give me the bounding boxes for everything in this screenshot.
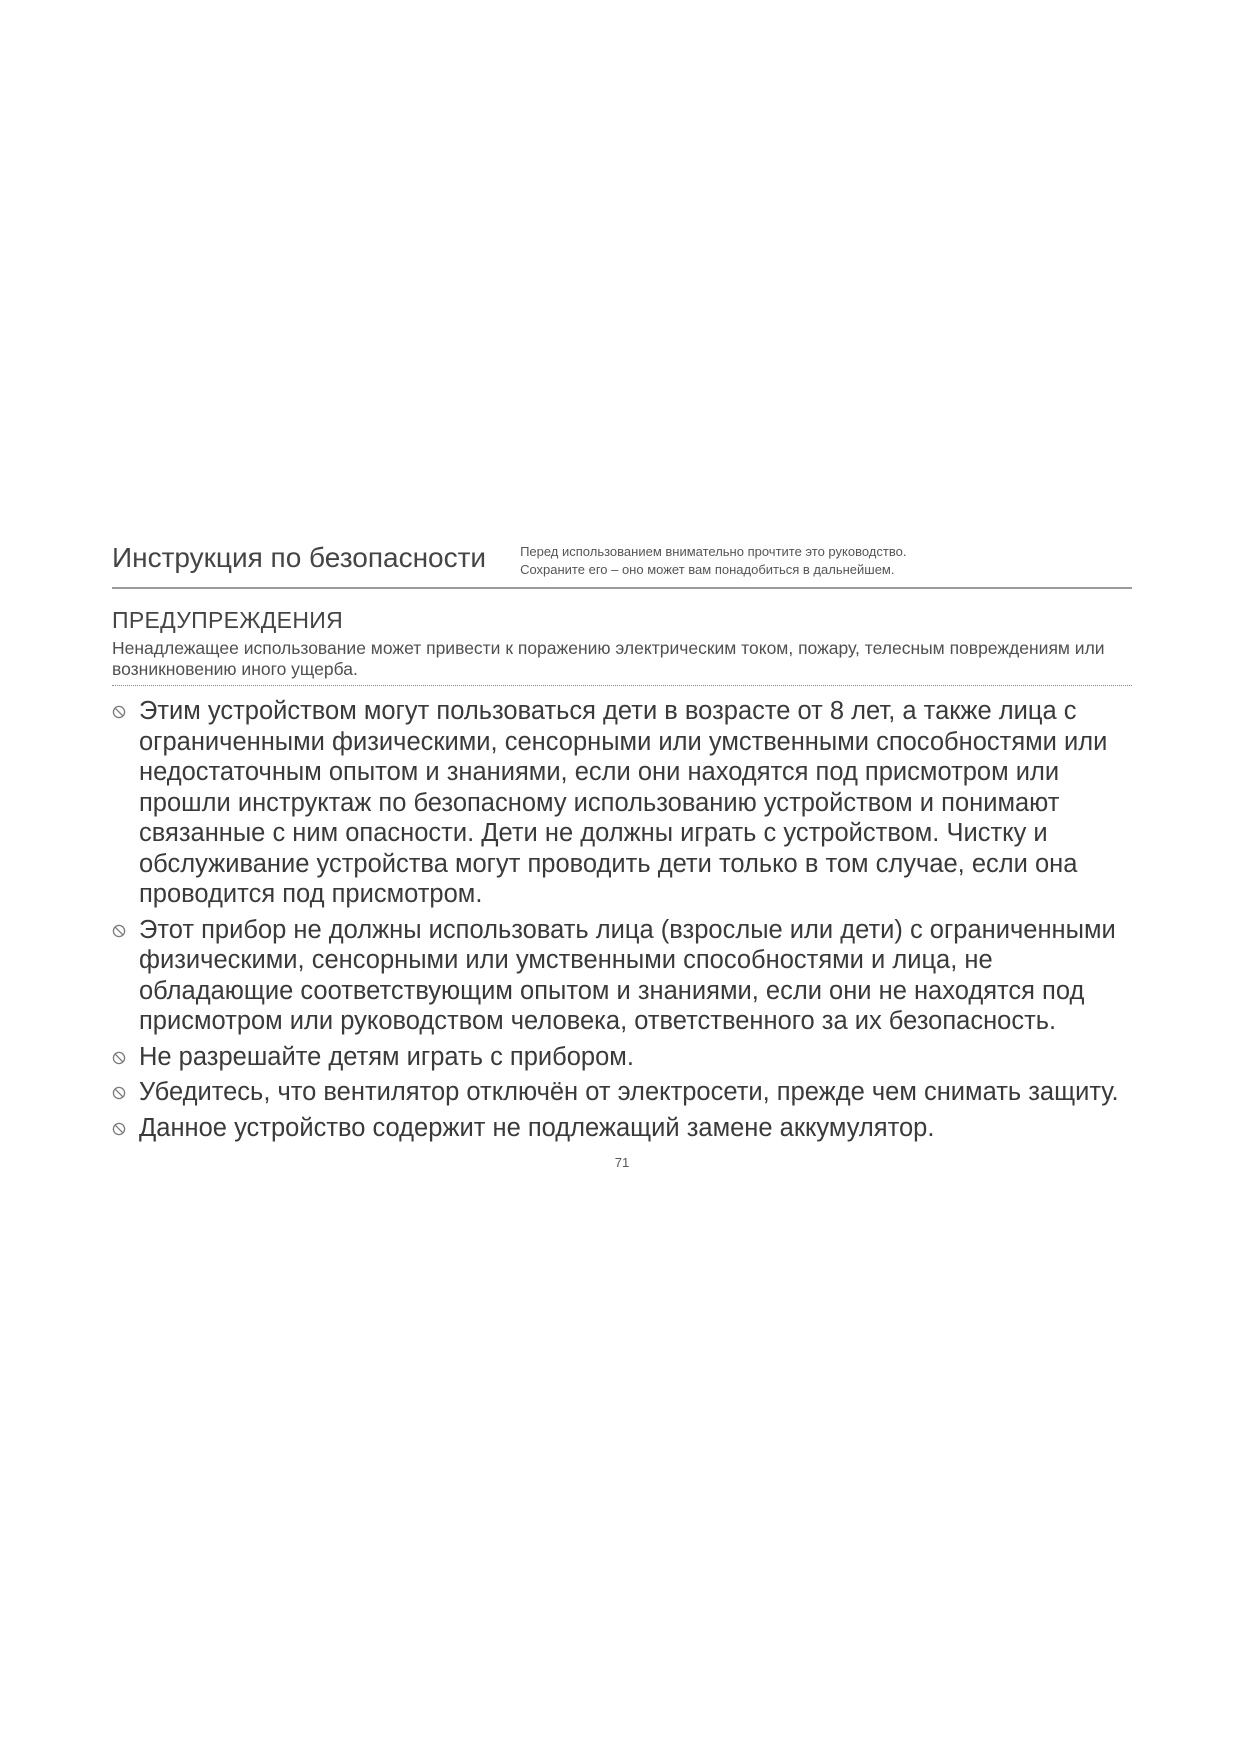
header-note-line1: Перед использованием внимательно прочтите это руководство. xyxy=(520,544,907,559)
section-title: ПРЕДУПРЕЖДЕНИЯ xyxy=(112,607,343,633)
warning-text: Убедитесь, что вентилятор отключён от электросети, прежде чем снимать защиту. xyxy=(139,1078,1119,1106)
prohibit-icon xyxy=(112,1051,126,1065)
warning-item xyxy=(112,696,1132,910)
header xyxy=(112,532,1132,589)
warning-text: Этот прибор не должны использовать лица (взрослые или дети) с ограниченными физическими, сенсорными или умственными способностями и лица, не обладающие соответствующим опытом и знаниями, если они не находятся под присмотром или руководством человека, ответственного за их безопасность. xyxy=(139,915,1116,1035)
warnings-list xyxy=(112,696,1132,1143)
warning-item xyxy=(112,1042,1132,1073)
warning-item xyxy=(112,915,1132,1037)
prohibit-icon xyxy=(112,1086,126,1100)
warning-text: Этим устройством могут пользоваться дети в возрасте от 8 лет, а также лица с ограниченными физическими, сенсорными или умственными способностями или недостаточным опытом и знаниями, если они находятся под присмотром или прошли инструктаж по безопасному использованию устройством и понимают связанные с ним опасности. Дети не должны играть с устройством. Чистку и обслуживание устройства могут проводить дети только в том случае, если она проводится под присмотром. xyxy=(139,697,1108,908)
prohibit-icon xyxy=(112,705,126,719)
header-note xyxy=(520,543,906,579)
warning-text: Данное устройство содержит не подлежащий замене аккумулятор. xyxy=(139,1113,935,1142)
header-note-line2: Сохраните его – оно может вам понадобиться в дальнейшем. xyxy=(520,562,895,577)
warning-item xyxy=(112,1077,1132,1108)
page-content xyxy=(112,532,1132,1170)
warning-item xyxy=(112,1113,1132,1144)
doc-title: Инструкция по безопасности xyxy=(112,542,487,573)
page-number: 71 xyxy=(614,1155,630,1170)
prohibit-icon xyxy=(112,924,126,938)
section-description: Ненадлежащее использование может привести к поражению электрическим током, пожару, телесным повреждениям или возникновению иного ущерба. xyxy=(112,638,1132,686)
warning-text: Не разрешайте детям играть с прибором. xyxy=(139,1042,634,1071)
prohibit-icon xyxy=(112,1122,126,1136)
